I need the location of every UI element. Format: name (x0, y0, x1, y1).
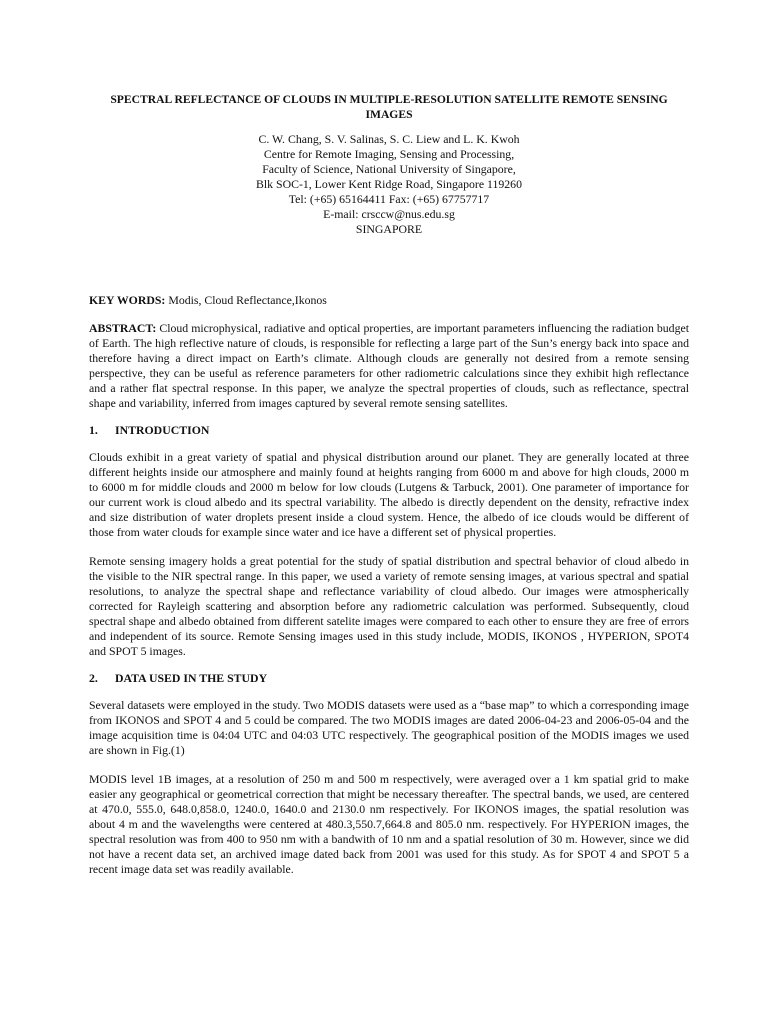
contact-phone-line: Tel: (+65) 65164411 Fax: (+65) 67757717 (288, 192, 490, 206)
section-number: 2. (89, 671, 98, 685)
section-heading-data-used (89, 671, 689, 686)
affiliation-line: Blk SOC-1, Lower Kent Ridge Road, Singapore 119260 (256, 177, 522, 191)
body-paragraph: MODIS level 1B images, at a resolution of 250 m and 500 m respectively, were averaged over a 1 km spatial grid to make easier any geographical or geometrical correction that might be necessary thereafter. The spectral bands, we used, are centered at 470.0, 555.0, 648.0,858.0, 1240.0, 1640.0 and 2130.0 nm respectively. For IKONOS images, the spatial resolution was about 4 m and the wavelengths were centered at 480.3,550.7,664.8 and 805.0 nm. respectively. For HYPERION images, the spectral resolution was from 400 to 950 nm with a bandwith of 10 nm and a spatial resolution of 30 m. However, since we did not have a recent data set, an archived image dated back from 2001 was used for this study. As for SPOT 4 and SPOT 5 a recent image data set was readily available. (89, 772, 689, 876)
body-paragraph: Clouds exhibit in a great variety of spatial and physical distribution around our planet. They are generally located at three different heights inside our atmosphere and mainly found at heights ranging from 6000 m and above for high clouds, 2000 m to 6000 m for middle clouds and 2000 m below for low clouds (Lutgens & Tarbuck, 2001). One parameter of importance for our current work is cloud albedo and its spectral variability. The albedo is directly dependent on the density, refractive index and size distribution of water droplets present inside a cloud system. Hence, the albedo of ice clouds would be different of those from water clouds for example since water and ice have a different set of physical properties. (89, 450, 689, 539)
body-paragraph: Several datasets were employed in the study. Two MODIS datasets were used as a “base map” to which a corresponding image from IKONOS and SPOT 4 and 5 could be compared. The two MODIS images are dated 2006-04-23 and 2006-05-04 and the image acquisition time is 04:04 UTC and 04:03 UTC respectively. The geographical position of the MODIS images we used are shown in Fig.(1) (89, 698, 689, 757)
paper-title: SPECTRAL REFLECTANCE OF CLOUDS IN MULTIPLE-RESOLUTION SATELLITE REMOTE SENSING IMAGES (110, 93, 668, 121)
abstract-label: ABSTRACT: (89, 321, 157, 335)
author-block (89, 132, 689, 237)
section-title: DATA USED IN THE STUDY (115, 671, 268, 685)
affiliation-line: Centre for Remote Imaging, Sensing and Processing, (263, 147, 515, 161)
abstract-text: Cloud microphysical, radiative and optical properties, are important parameters influencing the radiation budget of Earth. The high reflective nature of clouds, is responsible for reflecting a large part of the Sun’s energy back into space and therefore having a direct impact on Earth’s climate. Although clouds are generally not desired from a remote sensing perspective, they can be useful as reference parameters for other radiometric calculations since they exhibit high reflectance and a rather flat spectral response. In this paper, we analyze the spectral properties of clouds, such as reflectance, spectral shape and variability, inferred from images captured by several remote sensing satellites. (89, 321, 689, 410)
abstract-paragraph (89, 321, 689, 411)
author-names: C. W. Chang, S. V. Salinas, S. C. Liew and L. K. Kwoh (258, 132, 520, 146)
keywords-label: KEY WORDS: (89, 293, 166, 307)
keywords-text: Modis, Cloud Reflectance,Ikonos (165, 293, 327, 307)
contact-email-line: E-mail: crsccw@nus.edu.sg (323, 207, 455, 221)
affiliation-line: Faculty of Science, National University of Singapore, (262, 162, 516, 176)
country-line: SINGAPORE (355, 222, 423, 236)
keywords-block (89, 293, 689, 308)
page-content (89, 92, 689, 877)
section-title: INTRODUCTION (115, 423, 210, 437)
body-paragraph: Remote sensing imagery holds a great potential for the study of spatial distribution and spectral behavior of cloud albedo in the visible to the NIR spectral range. In this paper, we used a variety of remote sensing images, at various spectral and spatial resolutions, to analyze the spectral shape and reflectance variability of cloud albedo. Our images were atmospherically corrected for Rayleigh scattering and absorption before any radiometric calculation was performed. Subsequently, cloud spectral shape and albedo obtained from different satelite images were compared to each other to ensure they are free of errors and independent of its source. Remote Sensing images used in this study include, MODIS, IKONOS , HYPERION, SPOT4 and SPOT 5 images. (89, 554, 689, 658)
section-number: 1. (89, 423, 98, 437)
section-heading-introduction (89, 423, 689, 438)
